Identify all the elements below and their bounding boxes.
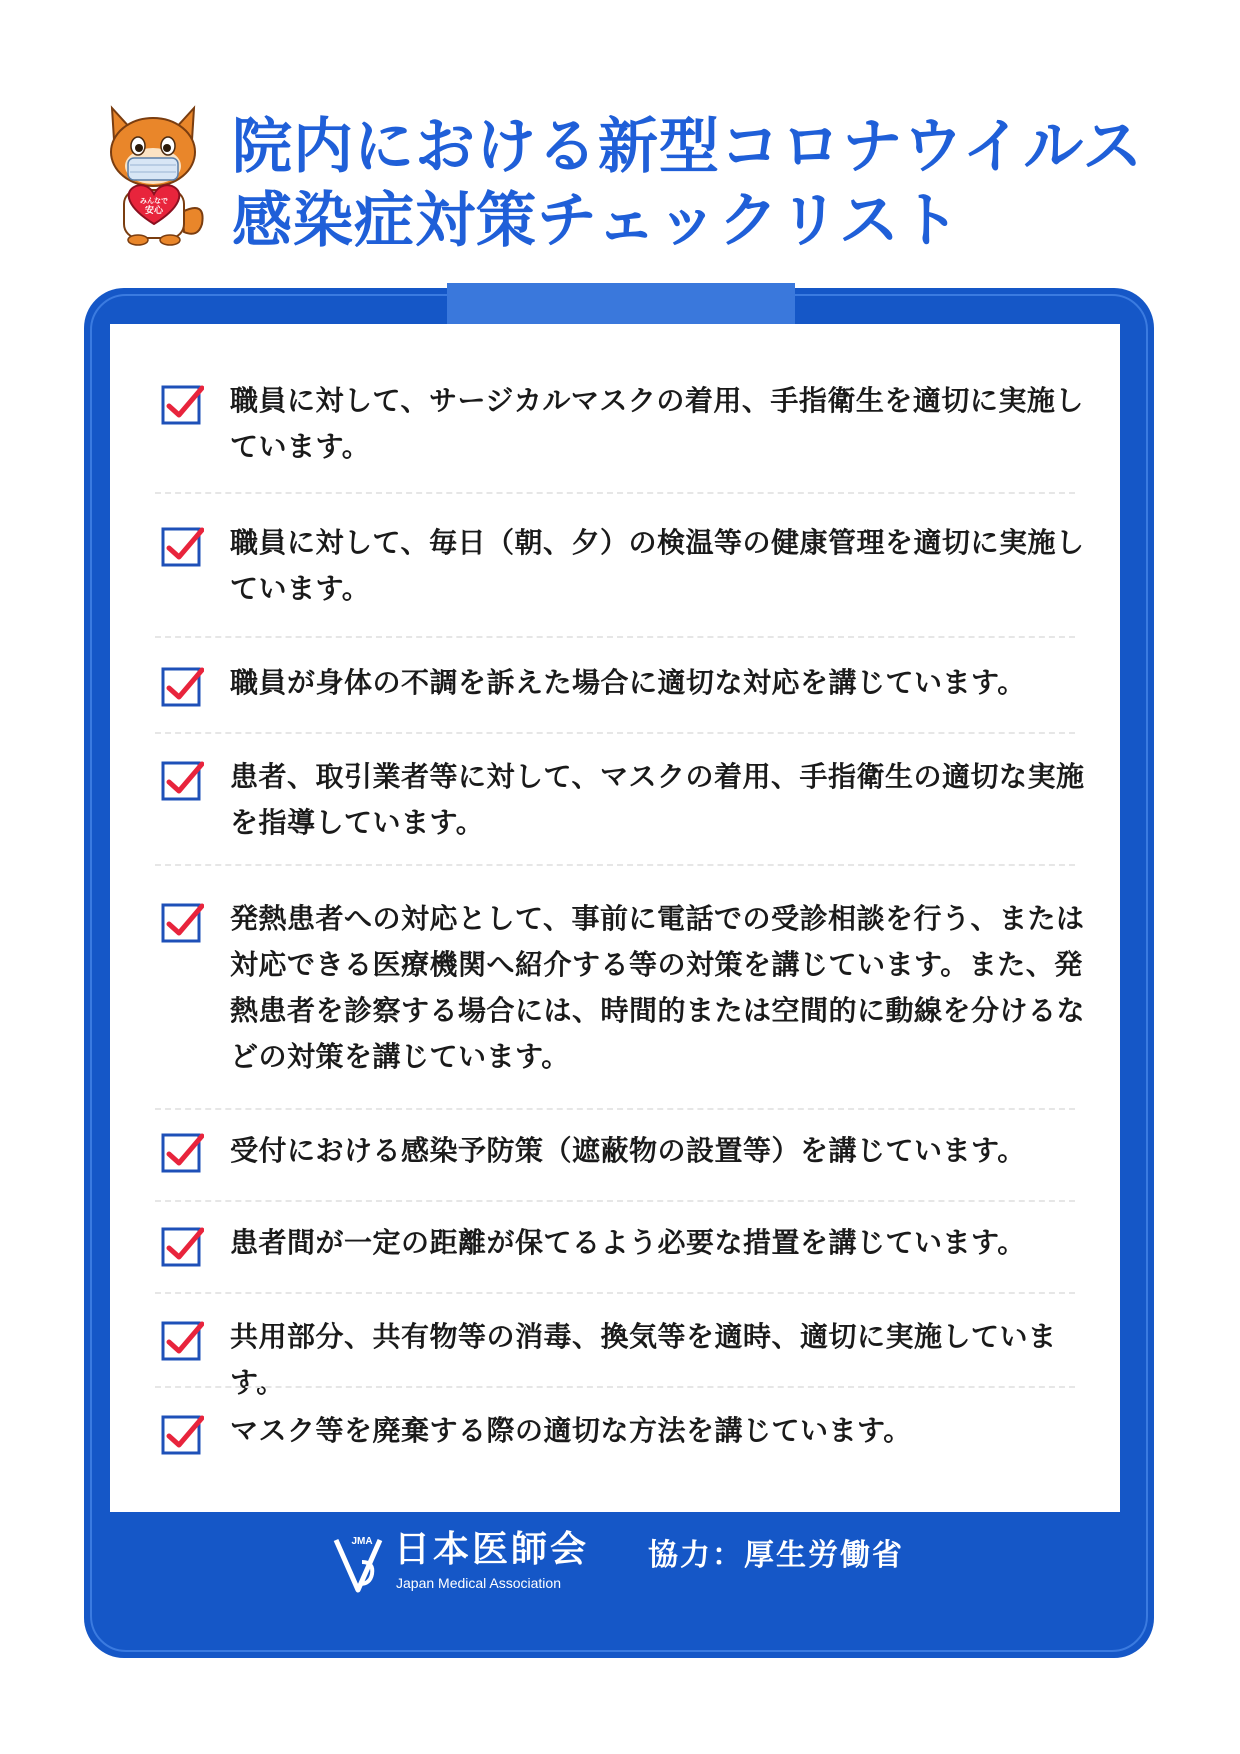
- divider: [155, 1292, 1075, 1294]
- footer: [110, 1512, 1120, 1622]
- divider: [155, 1200, 1075, 1202]
- checked-box-icon: [160, 1224, 204, 1268]
- checklist-item-text: 発熱患者への対応として、事前に電話での受診相談を行う、または対応できる医療機関へ紹介する等の対策を講じています。また、発熱患者を診察する場合には、時間的または空間的に動線を分けるなどの対策を講じています。: [230, 902, 1086, 1073]
- checklist-item-text: マスク等を廃棄する際の適切な方法を講じています。: [230, 1414, 912, 1447]
- org-name-english: Japan Medical Association: [396, 1575, 561, 1591]
- fox-mascot-icon: [98, 100, 210, 250]
- divider: [155, 1108, 1075, 1110]
- title-line-1: 院内における新型コロナウイルス: [232, 112, 1144, 182]
- checklist-item-text: 患者、取引業者等に対して、マスクの着用、手指衛生の適切な実施を指導しています。: [230, 760, 1085, 839]
- checked-box-icon: [160, 1318, 204, 1362]
- checklist-item-text: 受付における感染予防策（遮蔽物の設置等）を講じています。: [230, 1134, 1026, 1167]
- checklist-item-text: 患者間が一定の距離が保てるよう必要な措置を講じています。: [230, 1226, 1026, 1259]
- divider: [155, 1386, 1075, 1388]
- title-line-2: 感染症対策チェックリスト: [232, 186, 961, 256]
- divider: [155, 492, 1075, 494]
- checked-box-icon: [160, 758, 204, 802]
- jma-logo-text: JMA: [351, 1536, 373, 1547]
- jma-logo-icon: [332, 1532, 384, 1596]
- checked-box-icon: [160, 524, 204, 568]
- checklist-item-text: 職員が身体の不調を訴えた場合に適切な対応を講じています。: [230, 666, 1026, 699]
- checklist-item-text: 共用部分、共有物等の消毒、換気等を適時、適切に実施しています。: [230, 1320, 1057, 1399]
- checked-box-icon: [160, 900, 204, 944]
- page-title: [232, 110, 1143, 258]
- checked-box-icon: [160, 664, 204, 708]
- checked-box-icon: [160, 382, 204, 426]
- cooperation-credit: 協力：厚生労働省: [648, 1538, 904, 1573]
- checklist-panel: [110, 324, 1120, 1512]
- checklist-item-text: 職員に対して、サージカルマスクの着用、手指衛生を適切に実施しています。: [230, 384, 1084, 463]
- checklist-item-text: 職員に対して、毎日（朝、夕）の検温等の健康管理を適切に実施しています。: [230, 526, 1085, 605]
- checked-box-icon: [160, 1130, 204, 1174]
- svg-text:安心: 安心: [144, 206, 164, 216]
- org-name: 日本医師会: [394, 1529, 590, 1570]
- divider: [155, 636, 1075, 638]
- svg-text:みんなで: みんなで: [140, 197, 168, 205]
- divider: [155, 732, 1075, 734]
- divider: [155, 864, 1075, 866]
- checked-box-icon: [160, 1412, 204, 1456]
